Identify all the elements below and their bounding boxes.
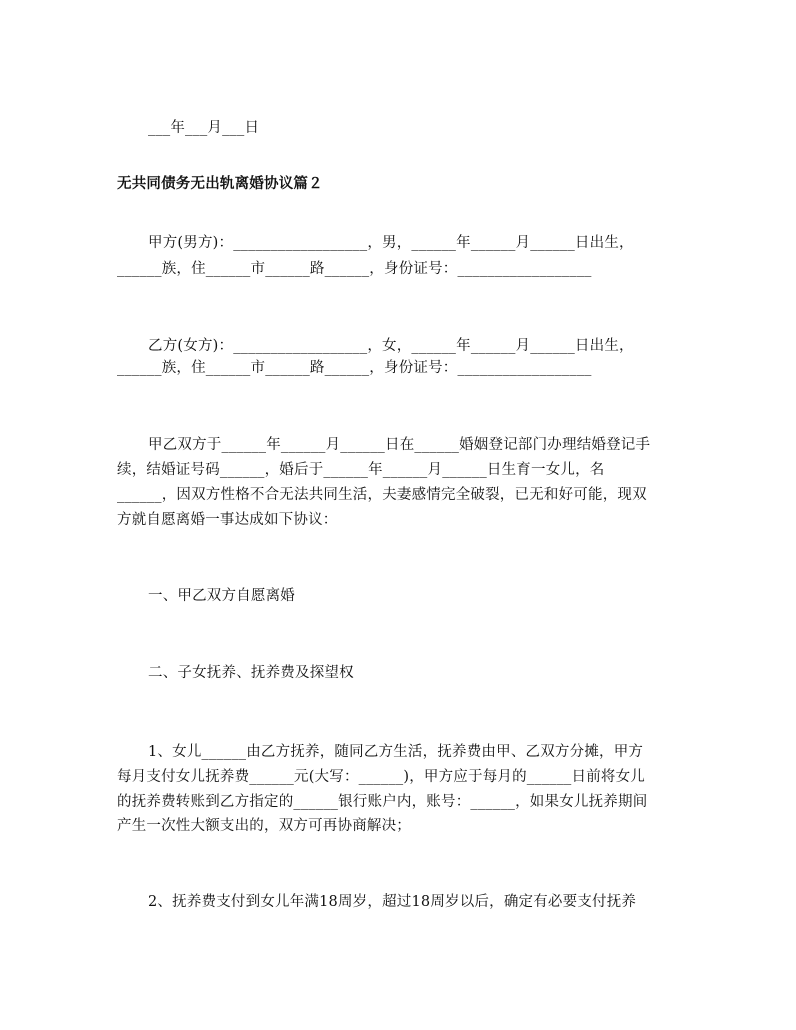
date-line: ___年___月___日 — [148, 120, 260, 136]
document-title: 无共同债务无出轨离婚协议篇２ — [117, 176, 323, 192]
party-a-line-1: 甲方(男方)：__________________，男，______年______月______日出生， — [148, 235, 634, 251]
clause-1-line-2: 每月支付女儿抚养费______元(大写：______)，甲方应于每月的______日前将女儿 — [117, 769, 646, 785]
clause-2-line-1: 2、抚养费支付到女儿年满18周岁，超过18周岁以后，确定有必要支付抚养 — [148, 894, 637, 910]
clause-1-line-3: 的抚养费转账到乙方指定的______银行账户内，账号：______，如果女儿抚养期间 — [117, 794, 648, 810]
preamble-line-4: 方就自愿离婚一事达成如下协议： — [117, 512, 338, 528]
section-1-heading: 一、甲乙双方自愿离婚 — [148, 588, 295, 604]
clause-1-line-4: 产生一次性大额支出的，双方可再协商解决； — [117, 818, 411, 834]
party-a-line-2: ______族，住______市______路______，身份证号：__________________ — [117, 261, 592, 277]
preamble-line-3: ______，因双方性格不合无法共同生活，夫妻感情完全破裂，已无和好可能，现双 — [117, 487, 647, 503]
party-b-line-1: 乙方(女方)：__________________，女，______年______月______日出生， — [148, 338, 634, 354]
section-2-heading: 二、子女抚养、抚养费及探望权 — [148, 665, 354, 681]
clause-1-line-1: 1、女儿______由乙方抚养，随同乙方生活，抚养费由甲、乙双方分摊，甲方 — [148, 744, 644, 760]
party-b-line-2: ______族，住______市______路______，身份证号：__________________ — [117, 360, 592, 376]
preamble-line-2: 续，结婚证号码______，婚后于______年______月______日生育一女儿，名 — [117, 462, 605, 478]
preamble-line-1: 甲乙双方于______年______月______日在______婚姻登记部门办理结婚登记手 — [148, 437, 651, 453]
